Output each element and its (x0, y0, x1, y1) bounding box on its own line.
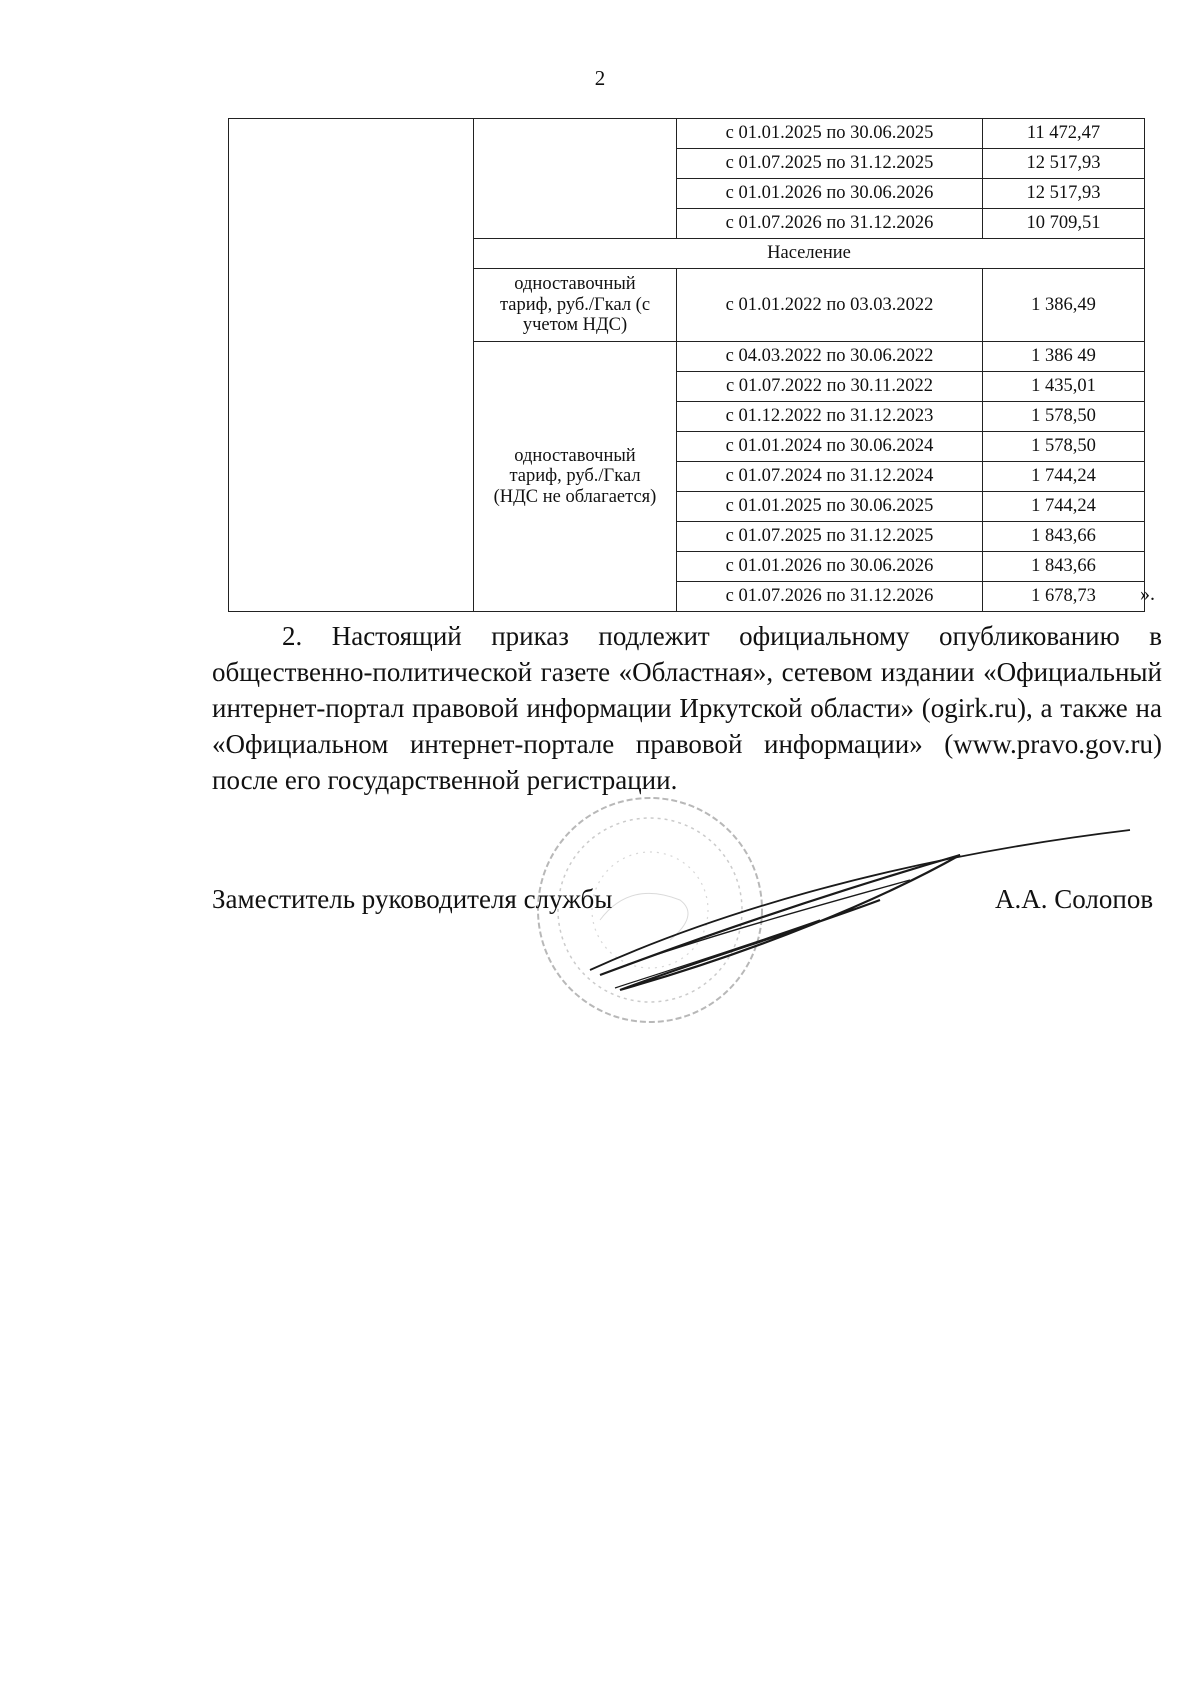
paragraph-text: 2. Настоящий приказ подлежит официальному опубликованию в общественно-политической газете «Областная», сетевом издании «Официальный интернет-портал правовой информации Иркутской области» (ogirk.ru), а также на «Официальном интернет-портале правовой информации» (www.pravo.gov.ru) после его государственной регистрации. (212, 621, 1162, 795)
tariff-table (228, 118, 1145, 612)
period-cell: с 01.07.2025 по 31.12.2025 (677, 522, 983, 552)
value-cell: 1 843,66 (983, 552, 1145, 582)
period-cell: с 01.01.2022 по 03.03.2022 (677, 269, 983, 342)
period-cell: с 01.01.2026 по 30.06.2026 (677, 552, 983, 582)
tariff-label-vat-included: одноставочный тариф, руб./Гкал (с учетом НДС) (474, 269, 677, 342)
value-cell: 1 578,50 (983, 402, 1145, 432)
period-cell: с 01.01.2024 по 30.06.2024 (677, 432, 983, 462)
population-header: Население (474, 239, 1145, 269)
empty-tariff-cell (474, 119, 677, 239)
closing-quote: ». (1140, 583, 1155, 605)
empty-left-cell (229, 119, 474, 612)
period-cell: с 04.03.2022 по 30.06.2022 (677, 342, 983, 372)
period-cell: с 01.12.2022 по 31.12.2023 (677, 402, 983, 432)
period-cell: с 01.07.2025 по 31.12.2025 (677, 149, 983, 179)
value-cell: 1 744,24 (983, 492, 1145, 522)
period-cell: с 01.07.2024 по 31.12.2024 (677, 462, 983, 492)
body-paragraph (212, 618, 1162, 798)
value-cell: 1 435,01 (983, 372, 1145, 402)
signatory-name: А.А. Солопов (995, 884, 1154, 914)
value-cell: 1 386 49 (983, 342, 1145, 372)
period-cell: с 01.01.2025 по 30.06.2025 (677, 492, 983, 522)
value-cell: 11 472,47 (983, 119, 1145, 149)
period-cell: с 01.07.2026 по 31.12.2026 (677, 582, 983, 612)
page-number: 2 (594, 66, 606, 90)
handwritten-signature (580, 820, 1140, 1020)
value-cell: 12 517,93 (983, 149, 1145, 179)
value-cell: 10 709,51 (983, 209, 1145, 239)
value-cell: 1 843,66 (983, 522, 1145, 552)
value-cell: 12 517,93 (983, 179, 1145, 209)
table-row (229, 119, 1145, 149)
value-cell: 1 386,49 (983, 269, 1145, 342)
period-cell: с 01.07.2026 по 31.12.2026 (677, 209, 983, 239)
period-cell: с 01.01.2026 по 30.06.2026 (677, 179, 983, 209)
value-cell: 1 678,73 (983, 582, 1145, 612)
value-cell: 1 578,50 (983, 432, 1145, 462)
tariff-label-vat-exempt: одноставочный тариф, руб./Гкал (НДС не облагается) (474, 342, 677, 612)
period-cell: с 01.01.2025 по 30.06.2025 (677, 119, 983, 149)
value-cell: 1 744,24 (983, 462, 1145, 492)
period-cell: с 01.07.2022 по 30.11.2022 (677, 372, 983, 402)
signatory-title: Заместитель руководителя службы (212, 884, 613, 914)
